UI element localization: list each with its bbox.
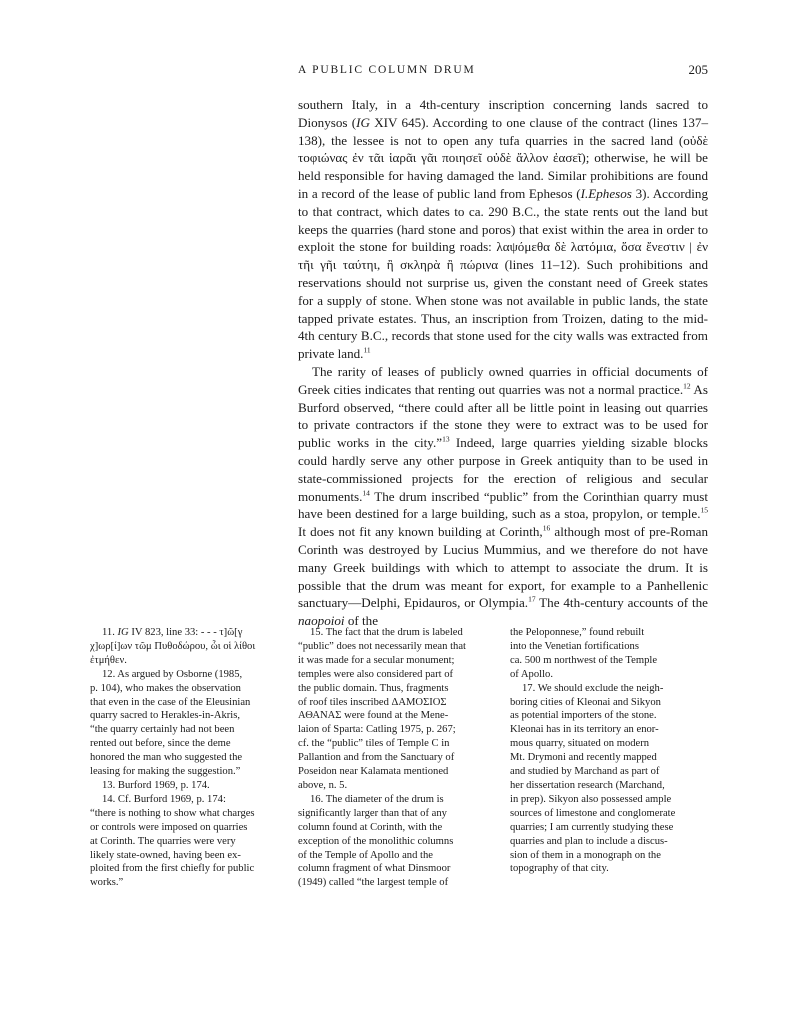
footnote-16-continued: the Peloponnese,” found rebuilt into the Venetian fortifications ca. 500 m northwest of the Temple of Apollo. [510, 627, 658, 680]
italic-run: IG [356, 114, 370, 130]
text-run: The rarity of leases of publicly owned quarries in official documents of Greek cities indicates that renting out quarries was not a normal practice. [298, 363, 708, 397]
footnote-17: 17. We should exclude the neigh- boring cities of Kleonai and Sikyon as potential importers of the stone. Kleonai has in its territory an enor- mous quarry, situated on modern Mt. Drymoni and recently mapped and studied by Marchand as part of her dissertation research (Marchand, in prep). Sikyon also possessed ample sources of limestone and conglomerate quarries; I am currently studying these quarries and plan to include a discus- sion of them in a monograph on the topography of that city. [510, 682, 676, 875]
main-text [298, 96, 708, 630]
footnote-12: 12. As argued by Osborne (1985, p. 104), who makes the observation that even in the case of the Eleusinian quarry sacred to Herakles-in-Akris, “the quarry certainly had not been rented out before, since the deme honored the man who suggested the leasing for making the suggestion.” [90, 668, 251, 778]
footnote-number: 11. [102, 627, 118, 638]
footnote-13: 13. Burford 1969, p. 174. [102, 779, 210, 791]
footnote-ref-12[interactable]: 12 [683, 381, 691, 391]
footnotes-column-1 [90, 626, 276, 890]
page-number: 205 [688, 62, 708, 77]
text-run: The 4th-century accounts of the [535, 595, 708, 611]
text-run: southern Italy, in a 4th-century inscription concerning lands sacred to Dionysos ( [298, 97, 708, 130]
footnote-ref-14[interactable]: 14 [362, 488, 370, 498]
text-run: Indeed, large quarries yielding sizable blocks could hardly serve any other purpose in Greek antiquity than to be used in state-commissioned projects for the erection of religious and secular monuments. [298, 435, 708, 504]
running-head [298, 64, 708, 82]
italic-run: naopoioi [298, 613, 345, 629]
footnote-11 [90, 626, 276, 668]
footnote-15: 15. The fact that the drum is labeled “public” does not necessarily mean that it was made for a secular monument; temples were also considered part of the public domain. Thus, fragments of roof tiles inscribed ΔΑΜΟΣΙΟΣ ΑΘΑΝΑΣ were found at the Mene- laion of Sparta: Catling 1975, p. 267; cf. the “public” tiles of Temple C in Pallantion and from the Sanctuary of Poseidon near Kalamata mentioned above, n. 5. [298, 627, 466, 791]
text-run: XIV 645). According to one clause of the contract (lines 137–138), the lessee is not to open any tufa quarries in the sacred land (οὐδὲ τοφιώνας ἐν τᾶι ἱαρᾶι γᾶι ποιησεῖ οὐδὲ ἄλλον ἐασεῖ); otherwise, he will be held responsible for having damaged the land. Similar prohibitions are found in a record of the lease of public land from Ephesos ( [298, 114, 709, 201]
paragraph-2 [298, 363, 708, 630]
text-run: of the [344, 613, 379, 629]
footnotes-column-3 [510, 626, 706, 876]
footnote-14: 14. Cf. Burford 1969, p. 174: “there is nothing to show what charges or controls were imposed on quarries at Corinth. The quarries were very likely state-owned, having been ex- ploited from the first chiefly for public works.” [90, 793, 255, 889]
text-run: although most of pre-Roman Corinth was destroyed by Lucius Mummius, and we therefore do not have many Greek buildings with which to attempt to associate the drum. It is possible that the drum was meant for export, for example to a Panhellenic sanctuary—Delphi, Epidauros, or Olympia. [298, 524, 708, 611]
text-run: IV 823, line 33: - - - τ]ῶ[γ χ]ωρ[ί]ων τῶμ Πυθοδώρου, ὧι οἱ λίθοι ἐτμήθεν. [90, 627, 256, 666]
footnote-ref-13[interactable]: 13 [442, 434, 450, 444]
text-run: As Burford observed, “there could after all be little point in leasing out quarries to private contractors if the stone they were to extract was to be used for public works in the city.” [298, 381, 708, 451]
footnote-ref-16[interactable]: 16 [542, 523, 551, 533]
text-run: 3). According to that contract, which dates to ca. 290 B.C., the state rents out the land but keeps the quarries (hard stone and poros) that exist within the area in order to exploit the stone for building roads: λαψόμεθα δὲ λατόμια, ὅσα ἔνεστιν | ἐν τῆι γῆι ταύτηι, ἢ σκληρὰ ἢ πώρινα (lines 11–12). Such prohibitions and reservations should not surprise us, given the constant need of Greek states for a supply of stone. When stone was not available in public lands, the state tapped private estates. Thus, an inscription from Troizen, dating to the mid-4th century B.C., records that stone used for the city walls was extracted from private land. [298, 185, 708, 362]
italic-run: I.Ephesos [580, 185, 632, 201]
footnote-ref-17[interactable]: 17 [528, 594, 536, 604]
footnotes-column-2 [298, 626, 484, 890]
italic-run: IG [117, 627, 129, 638]
running-title: A PUBLIC COLUMN DRUM [298, 64, 476, 76]
paragraph-1 [298, 96, 708, 363]
footnote-16: 16. The diameter of the drum is significantly larger than that of any column found at Corinth, with the exception of the monolithic columns of the Temple of Apollo and the column fragment of what Dinsmoor (1949) called “the largest temple of [298, 793, 454, 889]
text-run: The drum inscribed “public” from the Corinthian quarry must have been destined for a large building, such as a stoa, propylon, or temple. [298, 488, 708, 522]
text-run: It does not fit any known building at Corinth, [298, 524, 543, 540]
footnote-ref-15[interactable]: 15 [700, 505, 708, 515]
footnote-ref-11[interactable]: 11 [363, 345, 371, 355]
